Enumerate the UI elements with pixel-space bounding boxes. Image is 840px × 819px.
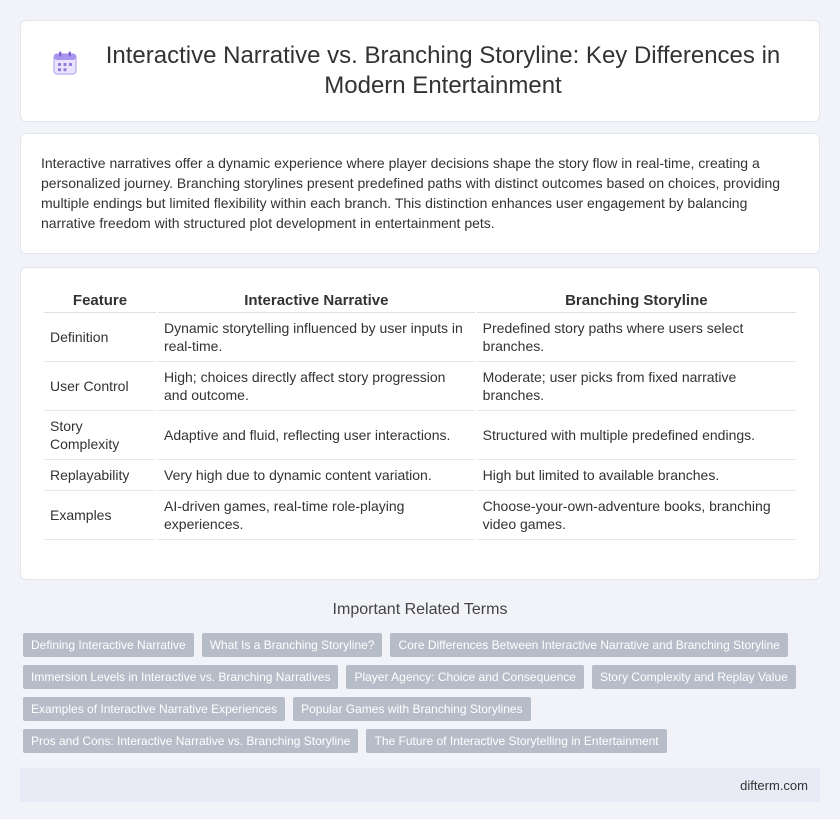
related-terms-title: Important Related Terms: [332, 601, 508, 618]
related-term-tag[interactable]: Core Differences Between Interactive Narrative and Branching Storyline: [390, 633, 787, 657]
cell-interactive: AI-driven games, real-time role-playing experiences.: [158, 491, 475, 540]
table-row: [44, 491, 796, 540]
cell-branching: Predefined story paths where users select branches.: [477, 313, 796, 362]
table-header-row: [44, 291, 796, 313]
header-card: [20, 20, 820, 122]
cell-interactive: High; choices directly affect story progression and outcome.: [158, 362, 475, 411]
calendar-icon: [51, 49, 79, 77]
related-term-tag[interactable]: The Future of Interactive Storytelling in Entertainment: [366, 729, 666, 753]
header-feature: Feature: [44, 291, 156, 313]
cell-feature: Replayability: [44, 460, 156, 491]
intro-card: [20, 133, 820, 254]
table-row: [44, 411, 796, 460]
cell-feature: Definition: [44, 313, 156, 362]
related-term-tag[interactable]: Story Complexity and Replay Value: [592, 665, 796, 689]
cell-branching: Choose-your-own-adventure books, branching video games.: [477, 491, 796, 540]
cell-feature: User Control: [44, 362, 156, 411]
cell-feature: Story Complexity: [44, 411, 156, 460]
related-term-tag[interactable]: Popular Games with Branching Storylines: [293, 697, 530, 721]
related-term-tag[interactable]: Defining Interactive Narrative: [23, 633, 194, 657]
related-term-tag[interactable]: What Is a Branching Storyline?: [202, 633, 383, 657]
footer-site-link[interactable]: difterm.com: [740, 777, 808, 793]
cell-feature: Examples: [44, 491, 156, 540]
cell-interactive: Adaptive and fluid, reflecting user interactions.: [158, 411, 475, 460]
table-row: [44, 460, 796, 491]
table-row: [44, 313, 796, 362]
cell-interactive: Dynamic storytelling influenced by user inputs in real-time.: [158, 313, 475, 362]
footer-bar: [20, 768, 820, 802]
related-term-tag[interactable]: Player Agency: Choice and Consequence: [346, 665, 583, 689]
related-term-tag[interactable]: Immersion Levels in Interactive vs. Branching Narratives: [23, 665, 338, 689]
related-term-tag[interactable]: Pros and Cons: Interactive Narrative vs. Branching Storyline: [23, 729, 358, 753]
header-inner: [51, 41, 789, 101]
header-interactive-narrative: Interactive Narrative: [158, 291, 475, 313]
header-branching-storyline: Branching Storyline: [477, 291, 796, 313]
cell-branching: Moderate; user picks from fixed narrative branches.: [477, 362, 796, 411]
related-term-tag[interactable]: Examples of Interactive Narrative Experiences: [23, 697, 285, 721]
table-row: [44, 362, 796, 411]
cell-interactive: Very high due to dynamic content variation.: [158, 460, 475, 491]
comparison-table: [42, 291, 798, 540]
page-title: Interactive Narrative vs. Branching Storyline: Key Differences in Modern Entertainment: [105, 42, 781, 99]
cell-branching: High but limited to available branches.: [477, 460, 796, 491]
comparison-card: [20, 267, 820, 580]
related-terms-list: [20, 633, 820, 761]
cell-branching: Structured with multiple predefined endings.: [477, 411, 796, 460]
intro-text: Interactive narratives offer a dynamic experience where player decisions shape the story flow in real-time, creating a personalized journey. Branching storylines present predefined paths with distinct outcomes based on choices, providing multiple endings but limited flexibility within each branch. This distinction enhances user engagement by balancing narrative freedom with structured plot development in entertainment pets.: [41, 155, 781, 231]
